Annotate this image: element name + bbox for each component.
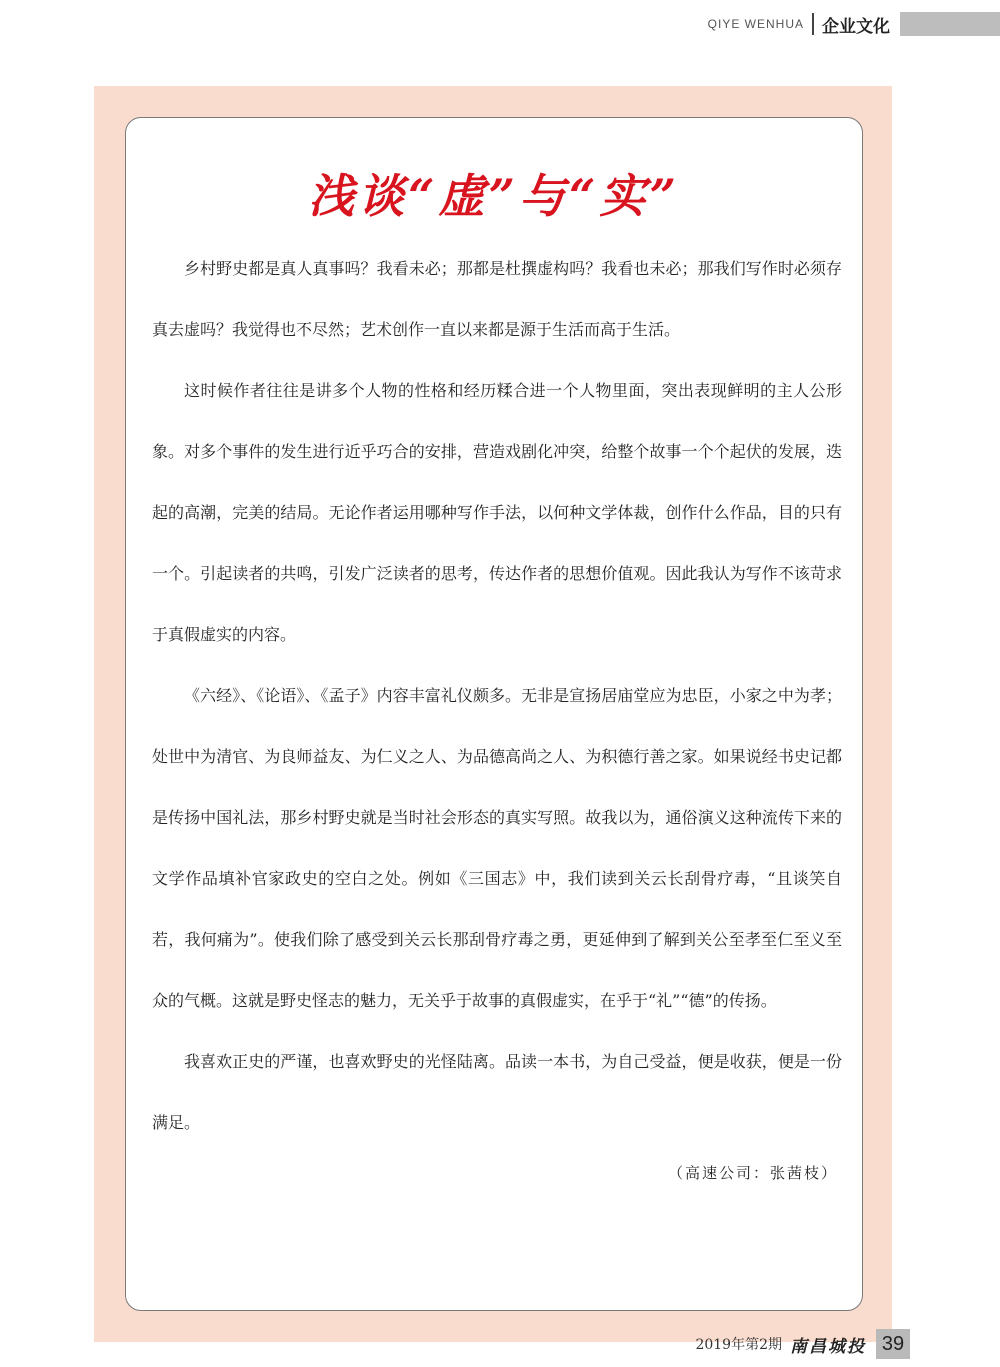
footer-magazine-name: 南昌城投 bbox=[790, 1336, 866, 1357]
header-section-title: 企业文化 bbox=[822, 16, 890, 37]
article-title: 浅谈“虚”与“实” bbox=[308, 169, 680, 223]
article-author: （高速公司：张茜枝） bbox=[667, 1164, 838, 1182]
header-divider bbox=[812, 13, 814, 35]
page-footer bbox=[695, 1329, 872, 1359]
footer-issue: 2019年第2期 bbox=[695, 1337, 782, 1353]
header-gray-bar bbox=[900, 12, 1000, 36]
header-pinyin: QIYE WENHUA bbox=[707, 17, 804, 31]
paragraph-3: 《六经》、《论语》、《孟子》内容丰富礼仪颇多。无非是宣扬居庙堂应为忠臣，小家之中为孝；处世中为清官、为良师益友、为仁义之人、为品德高尚之人、为积德行善之家。如果说经书史记都是传扬中国礼法，那乡村野史就是当时社会形态的真实写照。故我以为，通俗演义这种流传下来的文学作品填补官家政史的空白之处。例如《三国志》中，我们读到关云长刮骨疗毒，“且谈笑自若，我何痛为”。使我们除了感受到关云长那刮骨疗毒之勇，更延伸到了解到关公至孝至仁至义至众的气概。这就是野史怪志的魅力，无关乎于故事的真假虚实，在乎于“礼”“德”的传扬。 bbox=[152, 686, 842, 1010]
paragraph-2: 这时候作者往往是讲多个人物的性格和经历糅合进一个人物里面，突出表现鲜明的主人公形象。对多个事件的发生进行近乎巧合的安排，营造戏剧化冲突，给整个故事一个个起伏的发展，迭起的高潮，完美的结局。无论作者运用哪种写作手法，以何种文学体裁，创作什么作品，目的只有一个。引起读者的共鸣，引发广泛读者的思考，传达作者的思想价值观。因此我认为写作不该苛求于真假虚实的内容。 bbox=[152, 381, 842, 644]
page-header bbox=[708, 10, 1000, 38]
paragraph-4: 我喜欢正史的严谨，也喜欢野史的光怪陆离。品读一本书，为自己受益，便是收获，便是一份满足。 bbox=[152, 1052, 842, 1132]
paragraph-1: 乡村野史都是真人真事吗？我看未必；那都是杜撰虚构吗？我看也未必；那我们写作时必须存真去虚吗？我觉得也不尽然；艺术创作一直以来都是源于生活而高于生活。 bbox=[152, 259, 842, 339]
page-number: 39 bbox=[876, 1329, 910, 1359]
article-body bbox=[152, 238, 842, 1153]
